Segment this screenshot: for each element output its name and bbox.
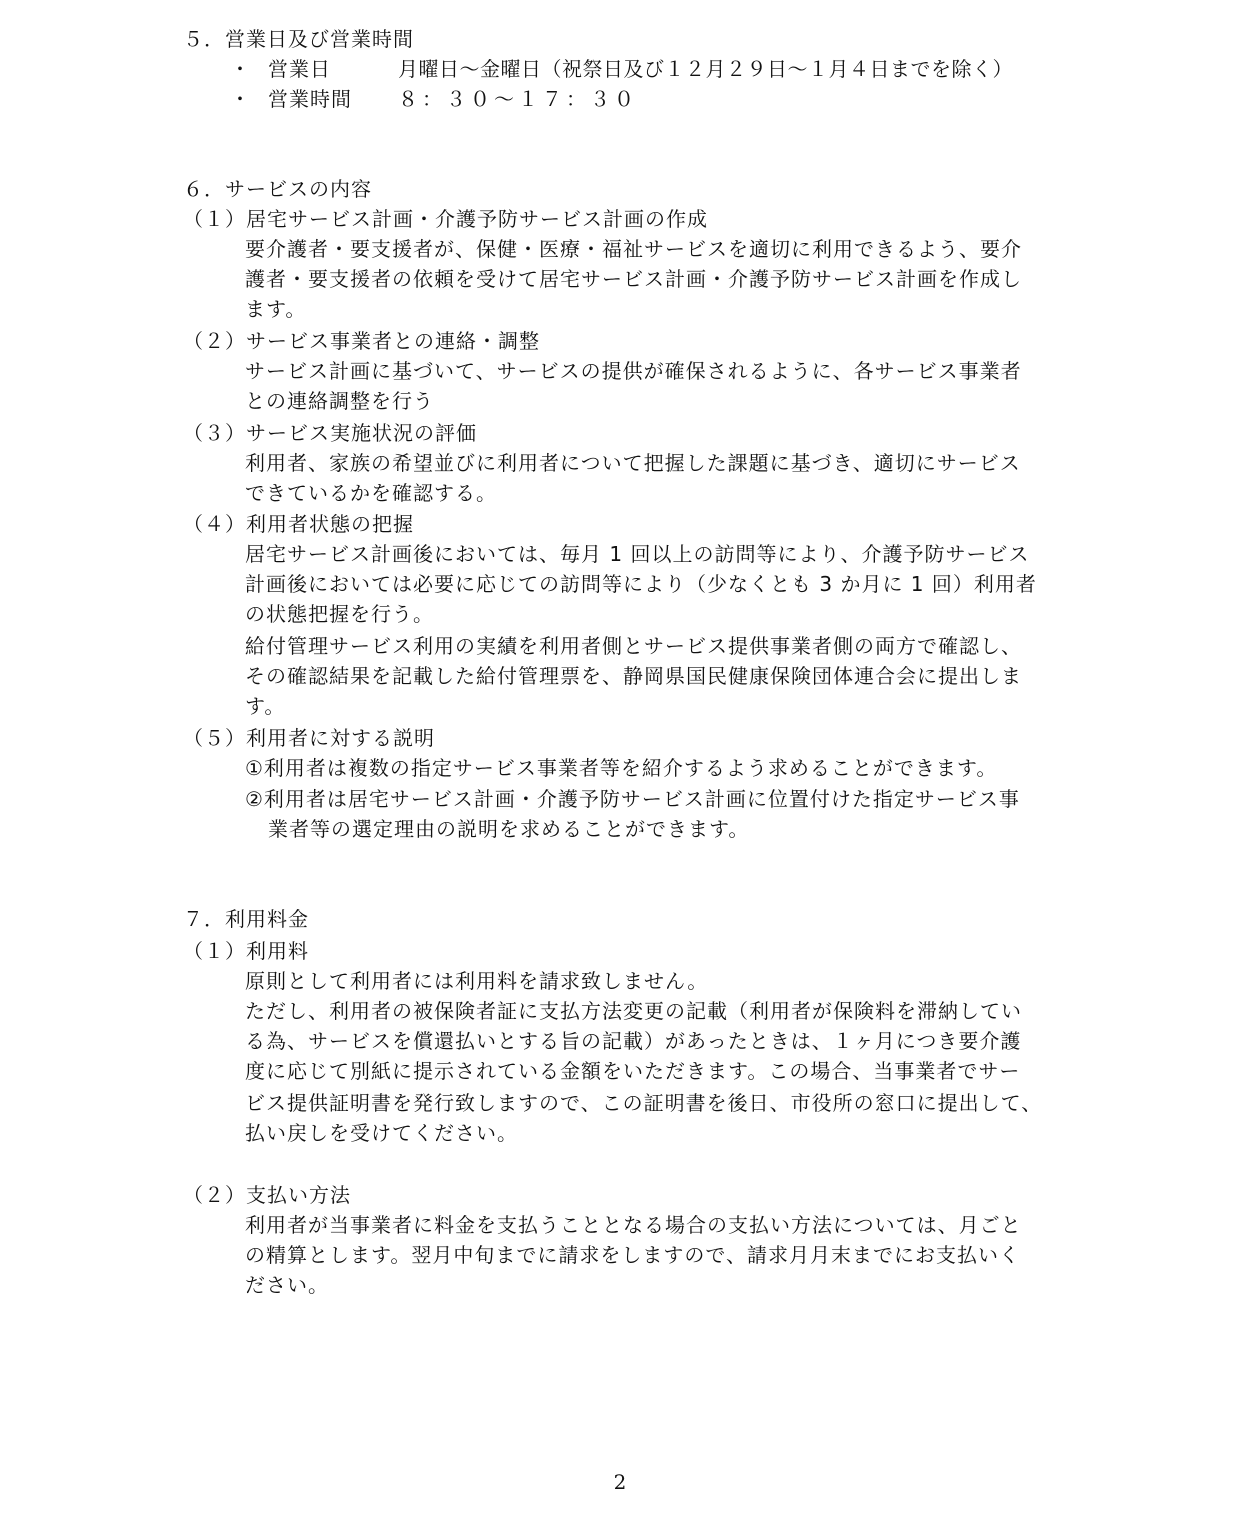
- paragraph-line: ただし、利用者の被保険者証に支払方法変更の記載（利用者が保険料を滞納してい: [245, 999, 1022, 1023]
- paragraph-line: 計画後においては必要に応じての訪問等により（少なくとも 3 か月に 1 回）利用者: [245, 572, 1037, 596]
- item-title: （２）支払い方法: [183, 1183, 351, 1207]
- paragraph-line: 給付管理サービス利用の実績を利用者側とサービス提供事業者側の両方で確認し、: [245, 634, 1022, 658]
- paragraph-line: 要介護者・要支援者が、保健・医療・福祉サービスを適切に利用できるよう、要介: [245, 237, 1022, 261]
- paragraph-line: 利用者が当事業者に料金を支払うこととなる場合の支払い方法については、月ごと: [245, 1213, 1022, 1237]
- paragraph-line: の状態把握を行う。: [245, 602, 434, 626]
- item-title: （４）利用者状態の把握: [183, 512, 414, 536]
- section-5-heading: ５．営業日及び営業時間: [183, 27, 414, 51]
- paragraph-line: 原則として利用者には利用料を請求致しません。: [245, 969, 709, 993]
- business-days-label: 営業日: [268, 57, 331, 81]
- paragraph-line: ます。: [245, 297, 307, 321]
- paragraph-line: 護者・要支援者の依頼を受けて居宅サービス計画・介護予防サービス計画を作成し: [245, 267, 1022, 291]
- paragraph-line: できているかを確認する。: [245, 481, 497, 505]
- paragraph-line: す。: [245, 694, 286, 718]
- paragraph-line: との連絡調整を行う: [245, 389, 434, 413]
- item-title: （３）サービス実施状況の評価: [183, 421, 477, 445]
- paragraph-line: ①利用者は複数の指定サービス事業者等を紹介するよう求めることができます。: [245, 756, 998, 780]
- bullet-icon: ・: [230, 87, 251, 111]
- business-hours-label: 営業時間: [268, 87, 352, 111]
- item-title: （２）サービス事業者との連絡・調整: [183, 329, 540, 353]
- item-title: （５）利用者に対する説明: [183, 726, 435, 750]
- paragraph-line: る為、サービスを償還払いとする旨の記載）があったときは、１ヶ月につき要介護: [245, 1029, 1022, 1053]
- bullet-icon: ・: [230, 57, 251, 81]
- paragraph-line: ビス提供証明書を発行致しますので、この証明書を後日、市役所の窓口に提出して、: [245, 1091, 1043, 1115]
- paragraph-line: 利用者、家族の希望並びに利用者について把握した課題に基づき、適切にサービス: [245, 451, 1021, 475]
- item-title: （１）居宅サービス計画・介護予防サービス計画の作成: [183, 207, 708, 231]
- page-number: 2: [613, 1470, 627, 1494]
- paragraph-line: その確認結果を記載した給付管理票を、静岡県国民健康保険団体連合会に提出しま: [245, 664, 1022, 688]
- paragraph-line: 払い戻しを受けてください。: [245, 1121, 518, 1145]
- section-7-heading: ７．利用料金: [183, 907, 309, 931]
- paragraph-line: 業者等の選定理由の説明を求めることができます。: [268, 817, 750, 841]
- paragraph-line: の精算とします。翌月中旬までに請求をしますので、請求月月末までにお支払いく: [245, 1243, 1020, 1267]
- paragraph-line: サービス計画に基づいて、サービスの提供が確保されるように、各サービス事業者: [245, 359, 1022, 383]
- paragraph-line: ださい。: [245, 1273, 329, 1297]
- business-days-value: 月曜日～金曜日（祝祭日及び１２月２９日～１月４日までを除く）: [398, 57, 1013, 81]
- item-title: （１）利用料: [183, 939, 309, 963]
- paragraph-line: 居宅サービス計画後においては、毎月 1 回以上の訪問等により、介護予防サービス: [245, 542, 1030, 566]
- business-hours-value: ８：３０～１７：３０: [398, 87, 638, 111]
- paragraph-line: 度に応じて別紙に提示されている金額をいただきます。この場合、当事業者でサー: [245, 1059, 1021, 1083]
- paragraph-line: ②利用者は居宅サービス計画・介護予防サービス計画に位置付けた指定サービス事: [245, 787, 1020, 811]
- section-6-heading: ６．サービスの内容: [183, 177, 372, 201]
